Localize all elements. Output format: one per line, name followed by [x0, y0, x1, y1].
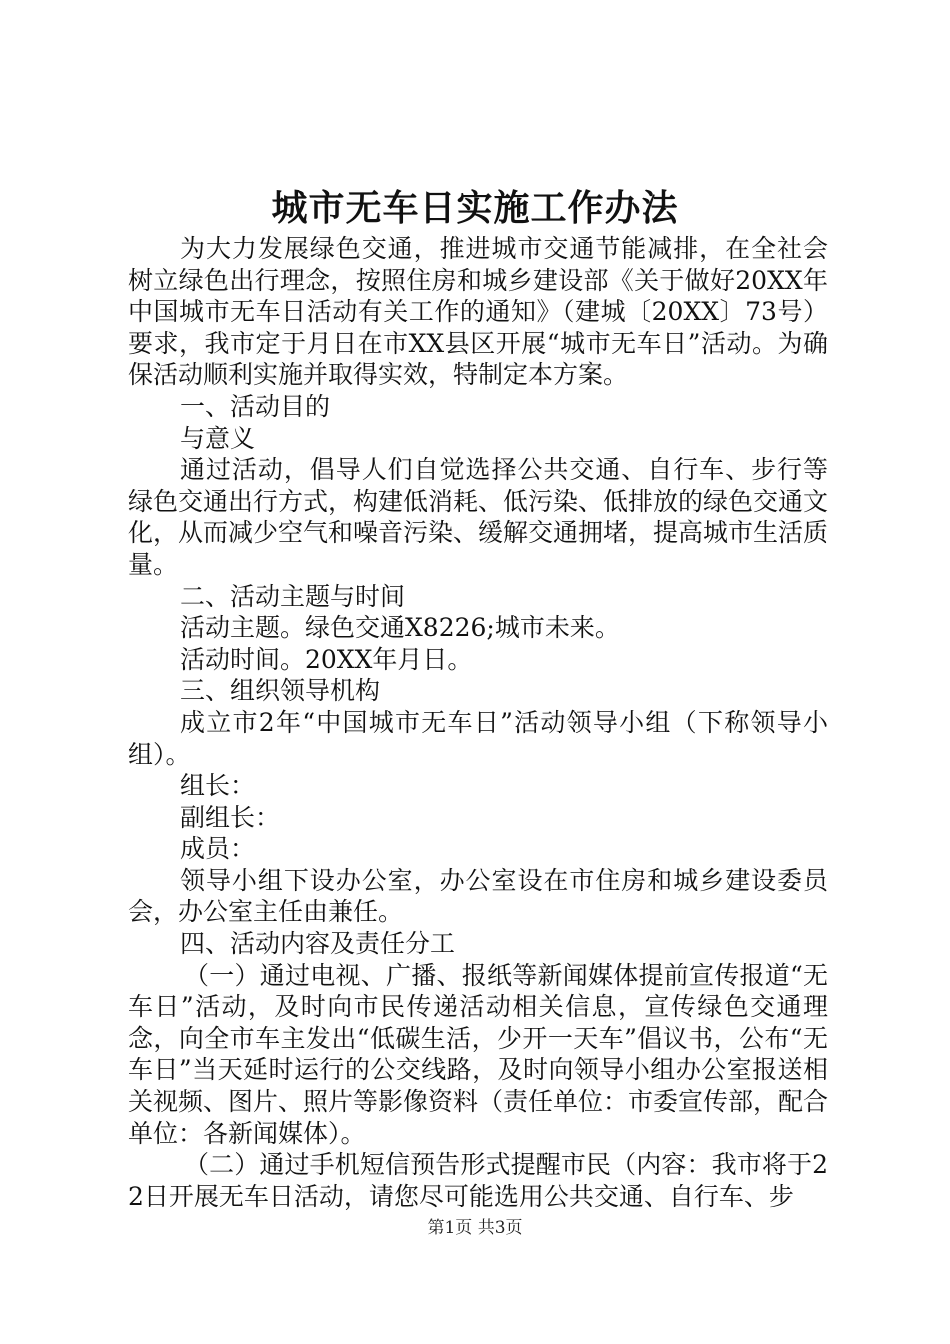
paragraph-leadership: 成立市2年“中国城市无车日”活动领导小组（下称领导小组）。 [128, 707, 828, 769]
paragraph-deputy-leader: 副组长： [180, 802, 281, 832]
paragraph-theme: 活动主题。绿色交通X8226;城市未来。 [180, 613, 620, 643]
paragraph-item-1: （一）通过电视、广播、报纸等新闻媒体提前宣传报道“无车日”活动，及时向市民传递活动相关信息，宣传绿色交通理念，向全市车主发出“低碳生活，少开一天车”倡议书，公布“无车日”当天延时运行的公交线路，及时向领导小组办公室报送相关视频、图片、照片等影像资料（责任单位：市委宣传部，配合单位：各新闻媒体）。 [128, 960, 829, 1148]
section-heading-3: 三、组织领导机构 [180, 676, 381, 706]
paragraph-office: 领导小组下设办公室，办公室设在市住房和城乡建设委员会，办公室主任由兼任。 [128, 865, 828, 927]
section-heading-1: 一、活动目的 [180, 391, 331, 421]
section-heading-1-cont: 与意义 [180, 423, 256, 453]
paragraph-intro: 为大力发展绿色交通，推进城市交通节能减排，在全社会树立绿色出行理念，按照住房和城乡建设部《关于做好20XX年中国城市无车日活动有关工作的通知》（建城〔20XX〕73号）要求，我市定于月日在市XX县区开展“城市无车日”活动。为确保活动顺利实施并取得实效，特制定本方案。 [128, 234, 828, 390]
paragraph-purpose: 通过活动，倡导人们自觉选择公共交通、自行车、步行等绿色交通出行方式，构建低消耗、低污染、低排放的绿色交通文化，从而减少空气和噪音污染、缓解交通拥堵，提高城市生活质量。 [128, 455, 829, 579]
document-title: 城市无车日实施工作办法 [271, 187, 679, 229]
section-heading-2: 二、活动主题与时间 [180, 581, 406, 611]
section-heading-4: 四、活动内容及责任分工 [180, 929, 456, 959]
paragraph-time: 活动时间。20XX年月日。 [180, 644, 473, 674]
page-footer: 第1页 共3页 [427, 1218, 523, 1238]
paragraph-leader: 组长： [180, 771, 256, 801]
paragraph-members: 成员： [180, 834, 256, 864]
document-body [128, 233, 828, 1212]
paragraph-item-2: （二）通过手机短信预告形式提醒市民（内容：我市将于22日开展无车日活动，请您尽可能选用公共交通、自行车、步 [128, 1150, 828, 1211]
